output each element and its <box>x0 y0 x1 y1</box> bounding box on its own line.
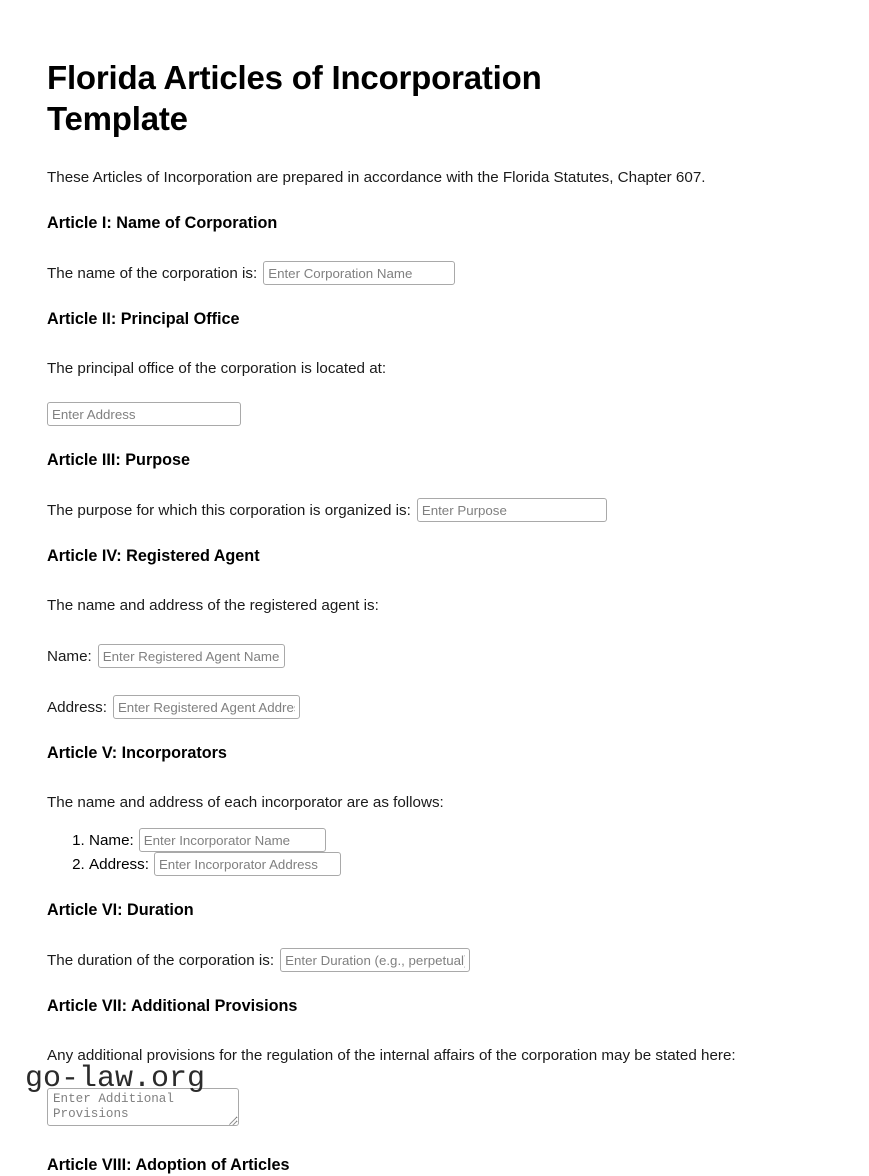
registered-agent-name-row <box>47 644 802 668</box>
incorporator-address-label: 2. Address: <box>89 855 149 873</box>
principal-office-field-row <box>47 402 802 426</box>
article-iii-heading: Article III: Purpose <box>47 451 191 469</box>
duration-input[interactable] <box>280 948 470 972</box>
incorporators-label: The name and address of each incorporator are as follows: <box>47 794 444 811</box>
incorporator-name-input[interactable] <box>139 828 326 852</box>
document-page <box>47 0 802 1176</box>
registered-agent-name-label: Name: <box>47 647 92 665</box>
article-iii-field-row <box>47 498 802 522</box>
address-input[interactable] <box>47 402 241 426</box>
article-viii-heading: Article VIII: Adoption of Articles <box>47 1156 290 1174</box>
principal-office-label: The principal office of the corporation is located at: <box>47 360 387 377</box>
article-i-field-row <box>47 261 802 285</box>
registered-agent-address-label: Address: <box>47 698 107 716</box>
article-vi-heading: Article VI: Duration <box>47 901 194 919</box>
purpose-label: The purpose for which this corporation is organized is: <box>47 501 411 519</box>
registered-agent-label: The name and address of the registered agent is: <box>47 597 379 614</box>
article-vii-heading: Article VII: Additional Provisions <box>47 997 298 1015</box>
registered-agent-address-input[interactable] <box>113 695 300 719</box>
intro-paragraph: These Articles of Incorporation are prepared in accordance with the Florida Statutes, Chapter 607. <box>47 169 706 186</box>
site-watermark: go-law.org <box>25 1062 206 1096</box>
article-vi-field-row <box>47 948 802 972</box>
article-v-heading: Article V: Incorporators <box>47 744 227 762</box>
registered-agent-name-input[interactable] <box>98 644 285 668</box>
incorporator-list <box>47 828 802 876</box>
list-item <box>89 828 802 852</box>
purpose-input[interactable] <box>417 498 607 522</box>
incorporator-name-label: 1. Name: <box>89 831 134 849</box>
duration-label: The duration of the corporation is: <box>47 951 275 969</box>
article-iv-heading: Article IV: Registered Agent <box>47 547 260 565</box>
list-item <box>89 852 802 876</box>
page-title: Florida Articles of Incorporation Template <box>47 59 542 137</box>
corporation-name-input[interactable] <box>263 261 455 285</box>
article-i-heading: Article I: Name of Corporation <box>47 214 278 232</box>
corporation-name-label: The name of the corporation is: <box>47 264 258 282</box>
additional-provisions-label: Any additional provisions for the regulation of the internal affairs of the corporation may be stated here: <box>47 1047 736 1064</box>
registered-agent-address-row <box>47 695 802 719</box>
incorporator-address-input[interactable] <box>154 852 341 876</box>
article-ii-heading: Article II: Principal Office <box>47 310 240 328</box>
